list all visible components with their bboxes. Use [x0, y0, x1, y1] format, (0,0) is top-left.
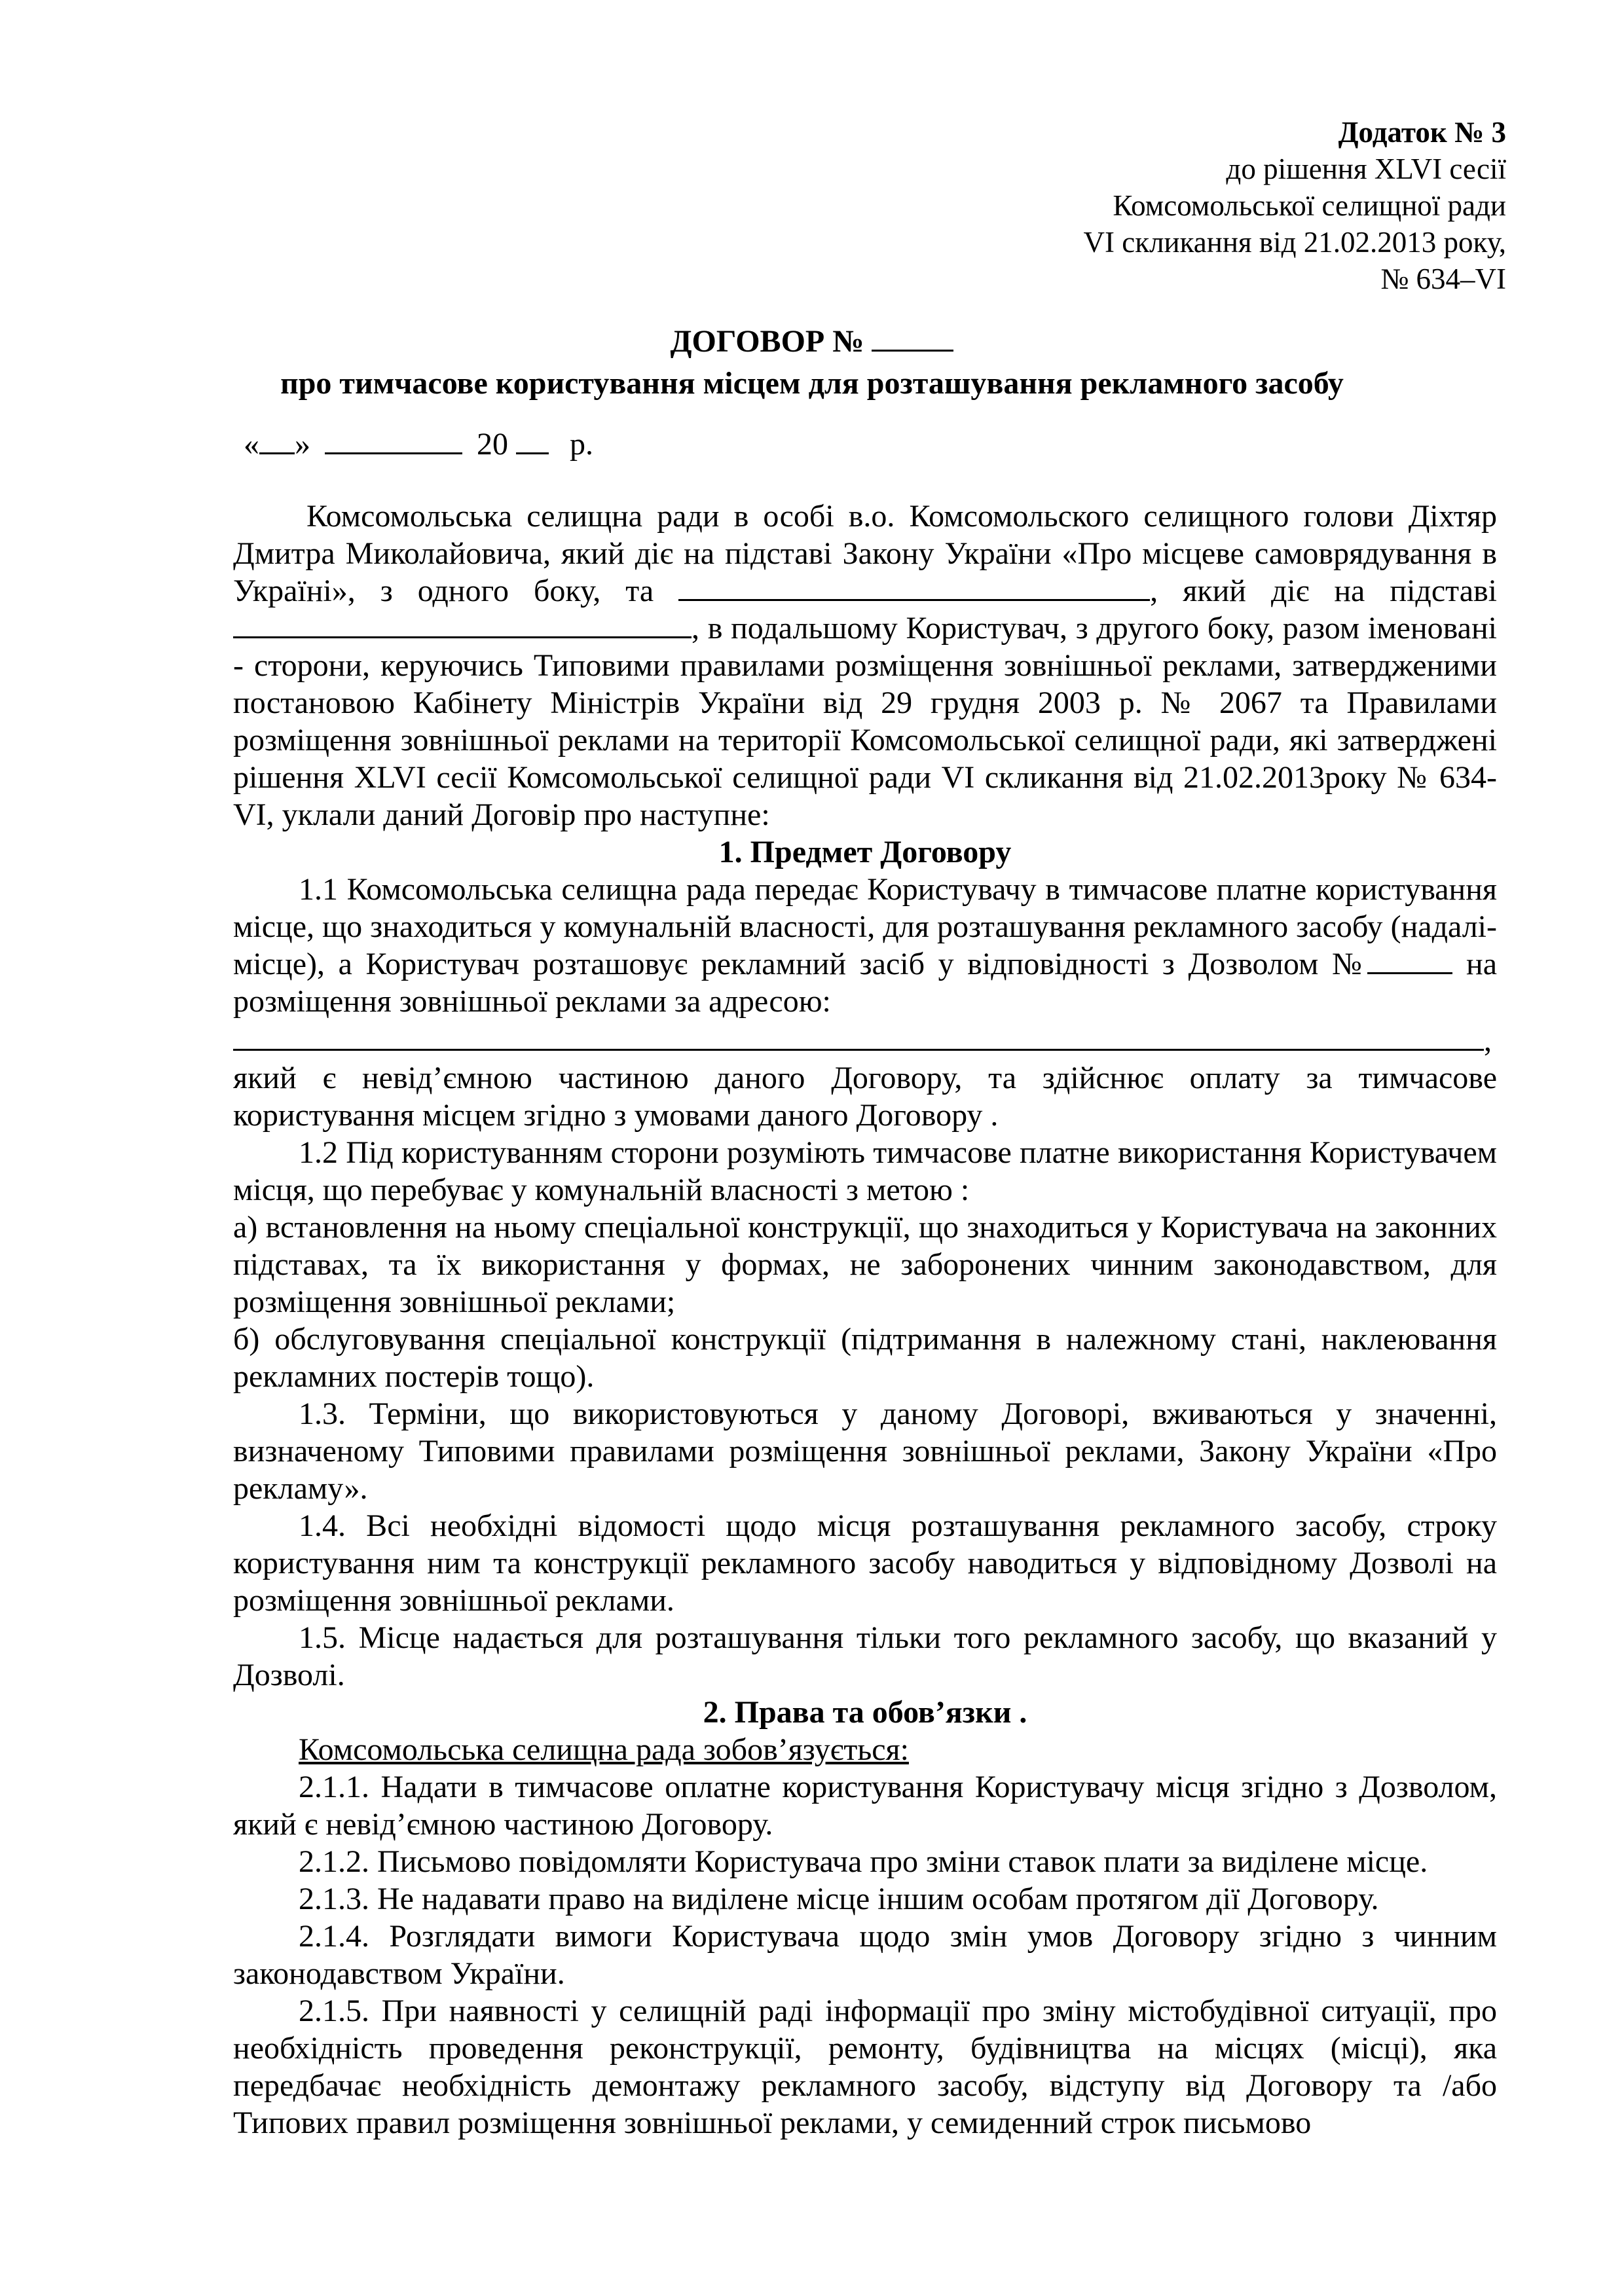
clause-2-1-2: 2.1.2. Письмово повідомляти Користувача про зміни ставок плати за виділене місце.: [299, 1844, 1428, 1879]
clause-1-1-text-b: на розміщення зовнішньої реклами за адресою:: [233, 947, 1497, 1019]
intro-paragraph: [233, 498, 1497, 833]
address-line-comma: ,: [1484, 1023, 1492, 1058]
contract-body: [233, 498, 1497, 2141]
party-name-blank: [678, 573, 1150, 601]
date-year-prefix: 20: [477, 427, 508, 462]
contract-number-blank: [872, 323, 953, 352]
clause-2-1-1: 2.1.1. Надати в тимчасове оплатне користування Користувачу місця згідно з Дозволом, який є невід’ємною частиною Договору.: [233, 1770, 1497, 1842]
intro-text-3: , в подальшому Користувач, з другого боку, разом іменовані - сторони, керуючись Типовими правилами розміщення зовнішньої реклами, затвердженими постановою Кабінету Міністрів України від 29 грудня 2003 р. № 2067 та Правилами розміщення зовнішньої реклами на території Комсомольської селищної ради, які затверджені рішення XLVI сесії Комсомольської селищної ради VI скликання від 21.02.2013року № 634-VI, уклали даний Договір про наступне:: [233, 611, 1497, 832]
year-blank: [516, 426, 549, 454]
intro-text-2: , який діє на підставі: [1150, 574, 1497, 608]
clause-2-1-4: 2.1.4. Розглядати вимоги Користувача щодо змін умов Договору згідно з чинним законодавством України.: [233, 1919, 1497, 1991]
clause-1-2: 1.2 Під користуванням сторони розуміють тимчасове платне використання Користувачем місця, що перебуває у комунальній власності з метою :: [233, 1135, 1497, 1207]
appendix-line: до рішення XLVI сесії: [1226, 153, 1506, 185]
document-title: [0, 322, 1624, 361]
document-title-text: ДОГОВОР №: [670, 324, 864, 359]
appendix-line: VI скликання від 21.02.2013 року,: [1083, 226, 1506, 259]
section-1-heading: 1. Предмет Договору: [718, 835, 1012, 869]
clause-2-1-3: 2.1.3. Не надавати право на виділене місце іншим особам протягом дії Договору.: [299, 1882, 1379, 1916]
address-blank: [233, 1020, 1484, 1051]
date-year-suffix: р.: [570, 427, 593, 462]
section-2-subheading-text: Комсомольська селищна рада зобов’язується:: [299, 1732, 909, 1767]
document-title-block: [0, 322, 1624, 403]
clause-1-2-a: а) встановлення на ньому спеціальної конструкції, що знаходиться у Користувача на законних підставах, та їх використання у формах, не заборонених чинним законодавством, для розміщення зовнішньої реклами;: [233, 1210, 1497, 1319]
clause-1-5: 1.5. Місце надається для розташування тільки того рекламного засобу, що вказаний у Дозволі.: [233, 1620, 1497, 1692]
intro-text-1: Комсомольська селищна ради в особі в.о. Комсомольского селищного голови Діхтяр Дмитра Миколайовича, який діє на підставі Закону України «Про місцеве самоврядування в Україні», з одного боку, та: [233, 499, 1497, 608]
clause-1-1-cont: який є невід’ємною частиною даного Договору, та здійснює оплату за тимчасове користування місцем згідно з умовами даного Договору .: [233, 1061, 1497, 1133]
permit-number-blank: [1367, 946, 1452, 974]
date-line: [244, 426, 593, 463]
clause-1-4: 1.4. Всі необхідні відомості щодо місця розташування рекламного засобу, строку користування ним та конструкції рекламного засобу наводиться у відповідному Дозволі на розміщення зовнішньої реклами.: [233, 1508, 1497, 1618]
section-2-heading: 2. Права та обов’язки .: [703, 1695, 1027, 1730]
document-subtitle: про тимчасове користування місцем для розташування рекламного засобу: [280, 366, 1344, 401]
date-open-quote: «: [244, 427, 259, 462]
section-2-subheading: [233, 1731, 1497, 1768]
clause-1-1: [233, 871, 1497, 1020]
appendix-line: № 634–VI: [1380, 263, 1506, 295]
clause-2-1-5: 2.1.5. При наявності у селищній раді інформації про зміну містобудівної ситуації, про необхідність проведення реконструкції, ремонту, будівництва на місцях (місці), яка передбачає необхідність демонтажу рекламного засобу, відступу від Договору та /або Типових правил розміщення зовнішньої реклами, у семиденний строк письмово: [233, 1994, 1497, 2140]
clause-1-3: 1.3. Терміни, що використовуються у даному Договорі, вживаються у значенні, визначеному Типовими правилами розміщення зовнішньої реклами, Закону України «Про рекламу».: [233, 1396, 1497, 1506]
basis-blank: [233, 610, 692, 638]
date-close-quote: »: [295, 427, 310, 462]
appendix-block: [982, 114, 1506, 297]
day-blank: [259, 426, 295, 454]
clause-1-2-b: б) обслуговування спеціальної конструкції (підтримання в належному стані, наклеювання рекламних постерів тощо).: [233, 1322, 1497, 1394]
appendix-title: Додаток № 3: [1338, 116, 1506, 149]
address-line: [233, 1020, 1497, 1059]
clause-1-1-text-a: 1.1 Комсомольська селищна рада передає Користувачу в тимчасове платне користування місце, що знаходиться у комунальній власності, для розташування рекламного засобу (надалі-місце), а Користувач розташовує рекламний засіб у відповідності з Дозволом №: [233, 872, 1497, 981]
month-blank: [325, 426, 462, 454]
appendix-line: Комсомольської селищної ради: [1113, 189, 1506, 222]
